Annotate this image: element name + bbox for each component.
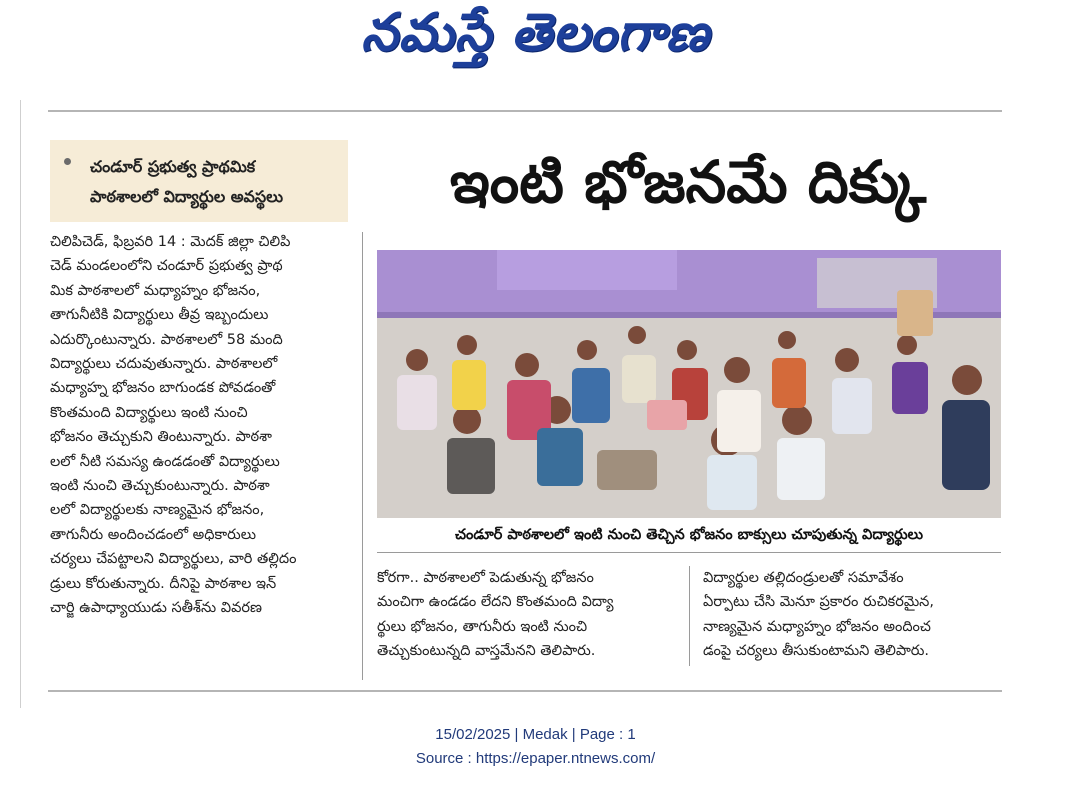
body-line: తాగునీటికి విద్యార్థులు తీవ్ర ఇబ్బందులు	[50, 307, 269, 324]
body-line: భోజనం తెచ్చుకుని తింటున్నారు. పాఠశా	[50, 429, 272, 446]
body-line: చర్యలు చేపట్టాలని విద్యార్థులు, వారి తల్లిదం	[50, 551, 297, 568]
body-line: తెచ్చుకుంటున్నది వాస్తమేనని తెలిపారు.	[377, 643, 596, 660]
body-line: డంపై చర్యలు తీసుకుంటామని తెలిపారు.	[703, 643, 930, 660]
column-divider	[362, 232, 363, 680]
kicker-line-2: పాఠశాలలో విద్యార్థుల అవస్థలు	[90, 187, 284, 206]
body-line: ఇంటి నుంచి తెచ్చుకుంటున్నారు. పాఠశా	[50, 478, 270, 495]
body-line: తాగునీరు అందించడంలో అధికారులు	[50, 526, 256, 543]
body-line: లలో విద్యార్థులకు నాణ్యమైన భోజనం,	[50, 502, 265, 519]
body-line: కోరగా.. పాఠశాలలో పెడుతున్న భోజనం	[377, 570, 594, 586]
footer-date-line: 15/02/2025 | Medak | Page : 1	[435, 726, 636, 743]
body-line: ఎదుర్కొంటున్నారు. పాఠశాలలో 58 మంది	[50, 331, 283, 348]
body-line: నాణ్యమైన మధ్యాహ్నం భోజనం అందించ	[703, 618, 931, 635]
article-column-3	[703, 566, 1003, 664]
article-column-1	[50, 230, 348, 680]
body-line: చిలిపిచెడ్, ఫిబ్రవరి 14 : మెదక్ జిల్లా చిలిపి	[50, 234, 291, 250]
bottom-rule	[48, 690, 1002, 692]
body-line: చెడ్ మండలంలోని చండూర్ ప్రభుత్వ ప్రాథ	[50, 258, 283, 275]
article-photo	[377, 250, 1001, 518]
body-line: కొంతమంది విద్యార్థులు ఇంటి నుంచి	[50, 404, 248, 421]
body-line: చార్జి ఉపాధ్యాయుడు సతీశ్‌ను వివరణ	[50, 600, 262, 617]
page-edge-line	[20, 100, 21, 708]
article-headline: ఇంటి భోజనమే దిక్కు	[449, 148, 927, 216]
body-line: మంచిగా ఉండడం లేదని కొంతమంది విద్యా	[377, 594, 614, 611]
photo-caption: చండూర్ పాఠశాలలో ఇంటి నుంచి తెచ్చిన భోజనం బాక్సులు చూపుతున్న విద్యార్థులు	[455, 527, 923, 543]
body-line: మధ్యాహ్న భోజనం బాగుండక పోవడంతో	[50, 380, 276, 397]
body-line: లలో నీటి సమస్య ఉండడంతో విద్యార్థులు	[50, 453, 280, 470]
body-line: ఏర్పాటు చేసి మెనూ ప్రకారం రుచికరమైన,	[703, 594, 934, 611]
article-column-2	[377, 566, 675, 664]
classroom-photo-illustration	[377, 250, 1001, 518]
body-line: విద్యార్థులు చదువుతున్నారు. పాఠశాలలో	[50, 356, 278, 373]
body-line: డ్రులు కోరుతున్నారు. దీనిపై పాఠశాల ఇన్	[50, 575, 277, 592]
footer-source-line: Source : https://epaper.ntnews.com/	[415, 750, 656, 767]
top-rule	[48, 110, 1002, 112]
kicker-box	[50, 140, 348, 222]
column-divider	[689, 566, 690, 666]
body-line: ర్థులు భోజనం, తాగునీరు ఇంటి నుంచి	[377, 618, 588, 635]
body-line: మిక పాఠశాలలో మధ్యాహ్నం భోజనం,	[50, 282, 261, 299]
caption-rule	[377, 552, 1001, 553]
bullet-icon	[64, 158, 71, 165]
body-line: విద్యార్థుల తల్లిదండ్రులతో సమావేశం	[703, 570, 904, 586]
newspaper-masthead: నమస్తే తెలంగాణ	[361, 2, 710, 63]
kicker-line-1: చండూర్ ప్రభుత్వ ప్రాథమిక	[90, 157, 256, 176]
